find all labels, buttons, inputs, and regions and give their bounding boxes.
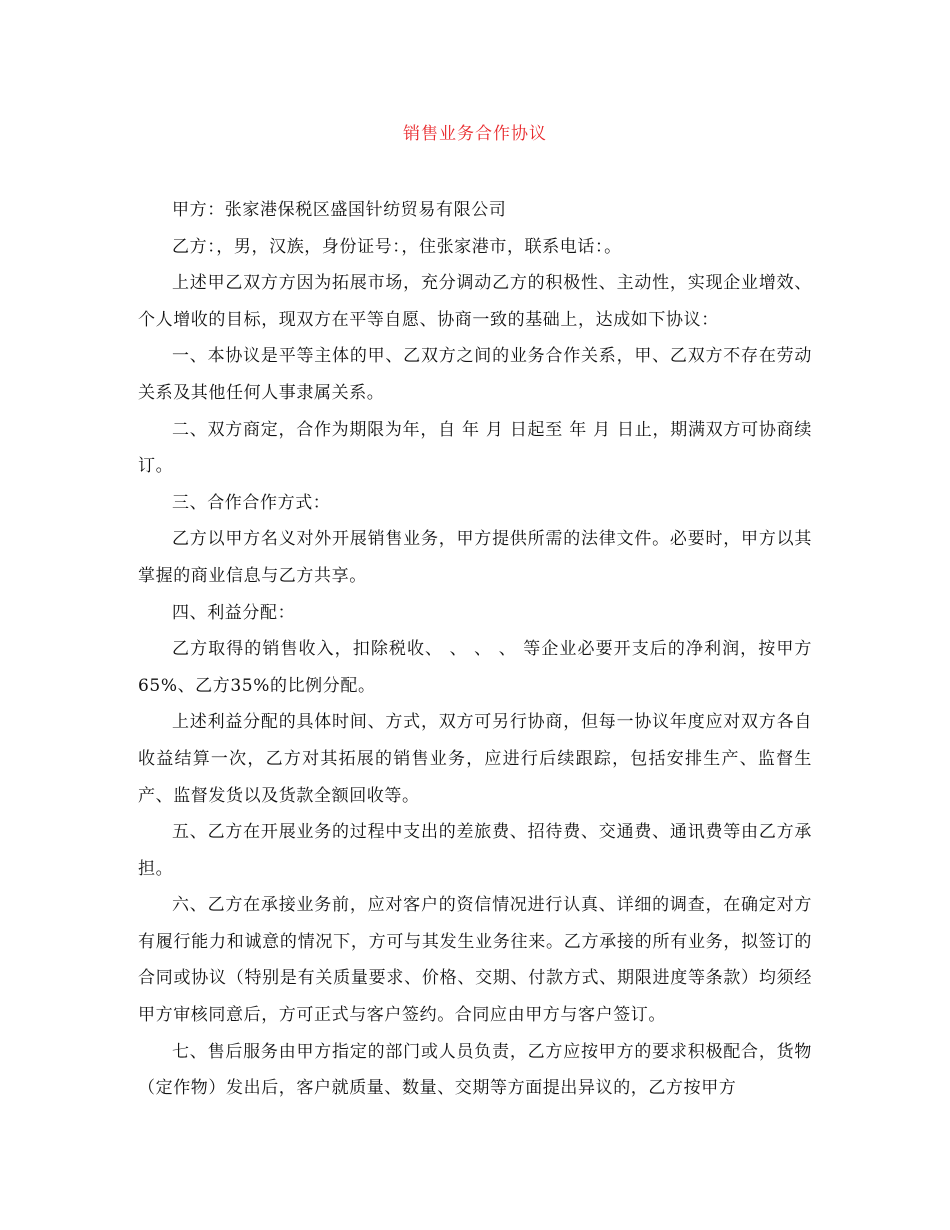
clause-6-paragraph: 六、乙方在承接业务前，应对客户的资信情况进行认真、详细的调查，在确定对方有履行能力和诚意的情况下，方可与其发生业务往来。乙方承接的所有业务，拟签订的合同或协议（特别是有关质量要求、价格、交期、付款方式、期限进度等条款）均须经甲方审核同意后，方可正式与客户签约。合同应由甲方与客户签订。: [138, 895, 812, 1026]
clause-1-paragraph: 一、本协议是平等主体的甲、乙双方之间的业务合作关系，甲、乙双方不存在劳动关系及其他任何人事隶属关系。: [138, 346, 812, 403]
document-body: [138, 192, 812, 1107]
clause-5-paragraph: 五、乙方在开展业务的过程中支出的差旅费、招待费、交通费、通讯费等由乙方承担。: [138, 822, 812, 879]
clause-2-paragraph: 二、双方商定，合作为期限为年，自 年 月 日起至 年 月 日止，期满双方可协商续订。: [138, 419, 812, 477]
clause-3-paragraph: 乙方以甲方名义对外开展销售业务，甲方提供所需的法律文件。必要时，甲方以其掌握的商业信息与乙方共享。: [138, 529, 812, 586]
clause-4-heading: 四、利益分配：: [172, 602, 296, 623]
party-a-line: 甲方：张家港保税区盛国针纺贸易有限公司: [172, 200, 507, 220]
clause-3-heading: 三、合作合作方式：: [172, 492, 331, 513]
clause-7-paragraph: 七、售后服务由甲方指定的部门或人员负责，乙方应按甲方的要求积极配合，货物（定作物）发出后，客户就质量、数量、交期等方面提出异议的，乙方按甲方: [138, 1041, 812, 1099]
preamble-paragraph: 上述甲乙双方方因为拓展市场，充分调动乙方的积极性、主动性，实现企业增效、个人增收的目标，现双方在平等自愿、协商一致的基础上，达成如下协议：: [138, 273, 812, 330]
clause-4-detail-paragraph: 上述利益分配的具体时间、方式，双方可另行协商，但每一协议年度应对双方各自收益结算一次，乙方对其拓展的销售业务，应进行后续跟踪，包括安排生产、监督生产、监督发货以及货款全额回收等。: [138, 712, 812, 806]
clause-4-paragraph: 乙方取得的销售收入，扣除税收、 、 、 、 等企业必要开支后的净利润，按甲方65%、乙方35%的比例分配。: [138, 639, 812, 696]
document-title: 销售业务合作协议: [403, 124, 547, 144]
party-b-line: 乙方：，男，汉族，身份证号：，住张家港市，联系电话：。: [172, 236, 622, 257]
